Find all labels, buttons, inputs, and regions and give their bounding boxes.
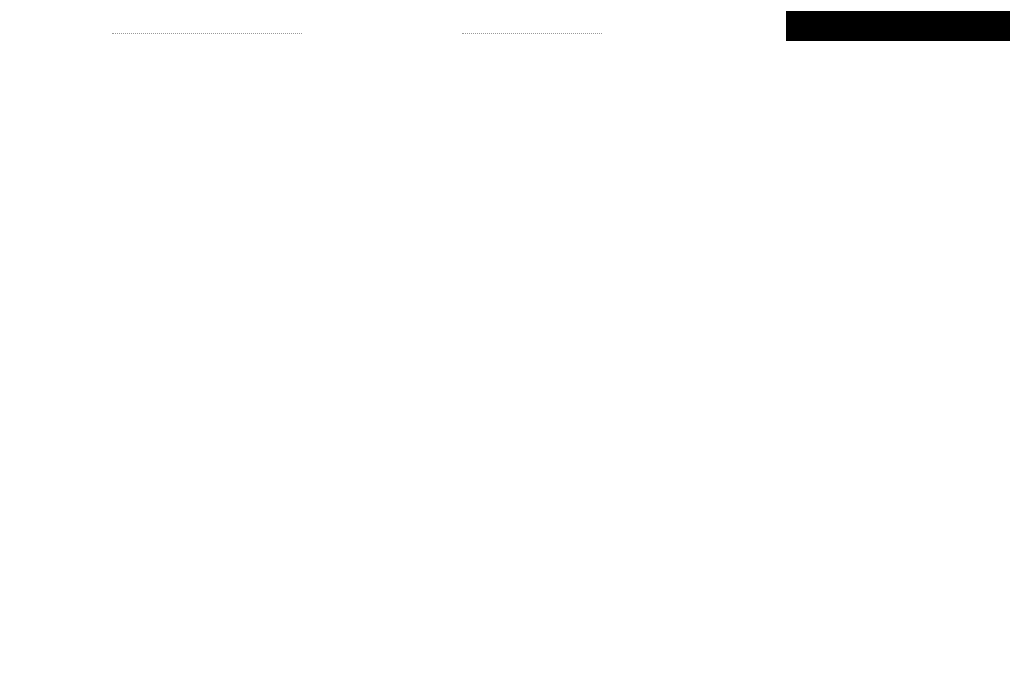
stops-header bbox=[128, 343, 140, 355]
